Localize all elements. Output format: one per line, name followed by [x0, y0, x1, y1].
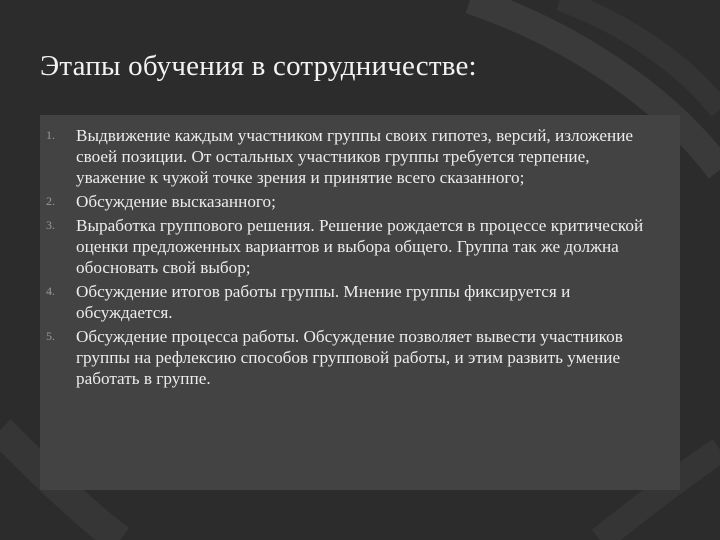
stages-list: [40, 125, 680, 389]
list-item-number: 4.: [46, 284, 55, 298]
list-item-text: Обсуждение высказанного;: [76, 192, 276, 211]
list-item-text: Выдвижение каждым участником группы своих гипотез, версий, изложение своей позиции. От остальных участников группы требуется терпение, уважение к чужой точке зрения и принятие всего сказанного;: [76, 126, 634, 187]
slide-title: Этапы обучения в сотрудничестве:: [40, 50, 477, 82]
list-item-text: Обсуждение итогов работы группы. Мнение группы фиксируется и обсуждается.: [76, 282, 571, 322]
list-item: [40, 125, 680, 188]
list-item-number: 2.: [46, 194, 55, 208]
list-item-number: 1.: [46, 128, 55, 142]
list-item: [40, 191, 680, 212]
list-item-number: 5.: [46, 329, 55, 343]
list-item-text: Выработка группового решения. Решение рождается в процессе критической оценки предложенных вариантов и выбора общего. Группа так же должна обосновать свой выбор;: [76, 216, 644, 277]
content-panel: [40, 115, 680, 490]
list-item-text: Обсуждение процесса работы. Обсуждение позволяет вывести участников группы на рефлексию способов групповой работы, и этим развить умение работать в группе.: [76, 327, 623, 388]
list-item: [40, 215, 680, 278]
list-item-number: 3.: [46, 218, 55, 232]
list-item: [40, 281, 680, 323]
list-item: [40, 326, 680, 389]
